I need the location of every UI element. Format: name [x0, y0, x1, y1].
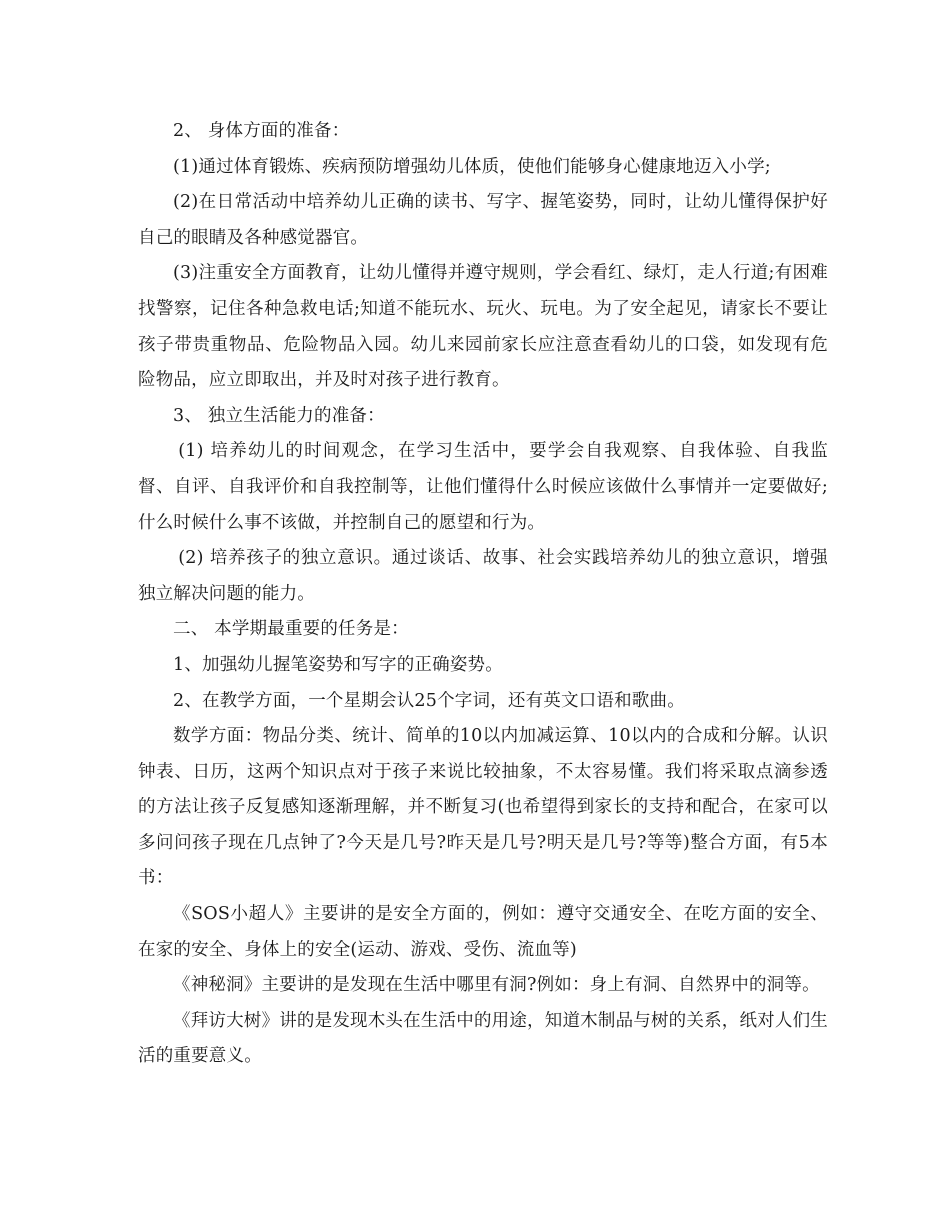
- paragraph-task-2: 2、在教学方面，一个星期会认25个字词，还有英文口语和歌曲。: [173, 690, 685, 711]
- paragraph-physical-item-2: (2)在日常活动中培养幼儿正确的读书、写字、握笔姿势，同时，让幼儿懂得保护好自己的眼睛及各种感觉器官。: [138, 192, 828, 248]
- paragraph-physical-item-1: (1)通过体育锻炼、疾病预防增强幼儿体质，使他们能够身心健康地迈入小学;: [173, 156, 771, 177]
- paragraph-book-sos: 《SOS小超人》主要讲的是安全方面的，例如：遵守交通安全、在吃方面的安全、在家的安全、身体上的安全(运动、游戏、受伤、流血等): [138, 904, 828, 960]
- heading-physical-preparation: 2、 身体方面的准备：: [173, 121, 350, 141]
- paragraph-physical-item-3: (3)注重安全方面教育，让幼儿懂得并遵守规则，学会看红、绿灯，走人行道;有困难找警察，记住各种急救电话;知道不能玩水、玩火、玩电。为了安全起见，请家长不要让孩子带贵重物品、危险物品入园。幼儿来园前家长应注意查看幼儿的口袋，如发现有危险物品，应立即取出，并及时对孩子进行教育。: [138, 263, 828, 391]
- paragraph-math: 数学方面：物品分类、统计、简单的10以内加减运算、10以内的合成和分解。认识钟表、日历，这两个知识点对于孩子来说比较抽象，不太容易懂。我们将采取点滴参透的方法让孩子反复感知逐渐理解，并不断复习(也希望得到家长的支持和配合，在家可以多问问孩子现在几点钟了?今天是几号?昨天是几号?明天是几号?等等)整合方面，有5本书：: [138, 726, 828, 889]
- heading-independent-living: 3、 独立生活能力的准备：: [173, 405, 385, 426]
- paragraph-independent-item-2: (2) 培养孩子的独立意识。通过谈话、故事、社会实践培养幼儿的独立意识，增强独立解决问题的能力。: [138, 548, 828, 604]
- document-body: [138, 114, 828, 1075]
- paragraph-book-mystery-hole: 《神秘洞》主要讲的是发现在生活中哪里有洞?例如：身上有洞、自然界中的洞等。: [173, 975, 820, 996]
- paragraph-task-1: 1、加强幼儿握笔姿势和写字的正确姿势。: [173, 654, 503, 675]
- paragraph-independent-item-1: (1) 培养幼儿的时间观念，在学习生活中，要学会自我观察、自我体验、自我监督、自评、自我评价和自我控制等，让他们懂得什么时候应该做什么事情并一定要做好;什么时候什么事不该做，并控制自己的愿望和行为。: [138, 441, 828, 533]
- paragraph-book-big-tree: 《拜访大树》讲的是发现木头在生活中的用途，知道木制品与树的关系，纸对人们生活的重要意义。: [138, 1010, 828, 1067]
- heading-semester-tasks: 二、 本学期最重要的任务是：: [173, 619, 409, 640]
